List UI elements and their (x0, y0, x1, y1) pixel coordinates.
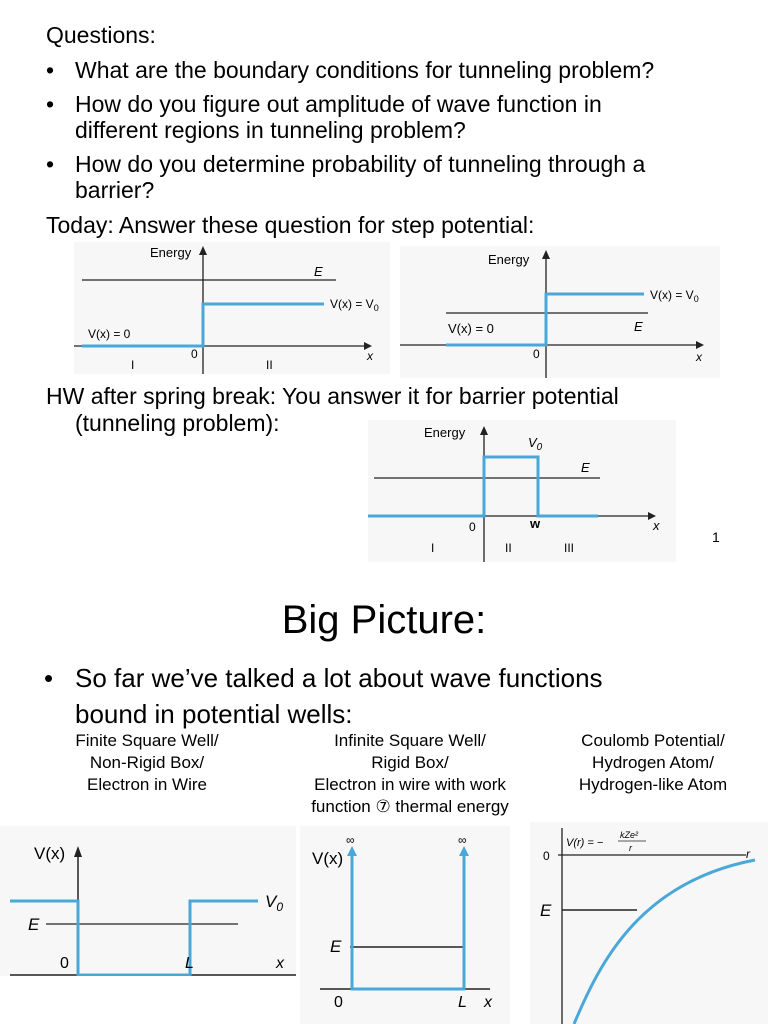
fraction-denominator: r (629, 843, 632, 853)
vzero-label: V(x) = 0 (448, 321, 494, 336)
zero-label: 0 (543, 849, 550, 863)
x-label: x (367, 349, 373, 363)
step-potential-e-above-figure (74, 242, 390, 374)
origin-label: 0 (533, 347, 540, 361)
v0-label: $V(x) = V_0$ (650, 288, 699, 304)
caption-line: Coulomb Potential/ (581, 731, 725, 750)
bullet-question-2b: different regions in tunneling problem? (75, 117, 466, 143)
caption-line: Rigid Box/ (371, 753, 449, 772)
energy-label: Energy (488, 252, 530, 267)
l-label: L (458, 994, 467, 1011)
region-1-label: I (131, 358, 135, 372)
v-label: V(x) (312, 849, 344, 868)
e-label: E (330, 937, 342, 956)
caption-line: Hydrogen-like Atom (578, 775, 728, 794)
finite-well-figure (0, 826, 296, 976)
origin-label: 0 (334, 994, 343, 1011)
barrier-potential-figure (368, 420, 676, 562)
energy-label: Energy (150, 245, 192, 260)
e-label: E (314, 264, 323, 279)
x-label: x (653, 518, 660, 533)
infinity-right: ∞ (458, 833, 467, 847)
v-label: V(r) = − (566, 837, 604, 849)
big-picture-title: Big Picture: (281, 598, 487, 642)
w-label: w (530, 516, 541, 531)
origin-label: 0 (60, 955, 69, 972)
coulomb-figure (530, 822, 768, 1024)
caption-line: function ⑦ thermal energy (311, 797, 509, 816)
step-potential-e-below-figure (400, 246, 720, 378)
v0-label: $V_0$ (265, 892, 284, 914)
caption-line: Infinite Square Well/ (334, 731, 486, 750)
bullet-question-1: What are the boundary conditions for tunneling problem? (75, 57, 655, 83)
big-bullet-line-2: bound in potential wells: (75, 699, 353, 729)
region-1-label: I (431, 541, 435, 555)
x-label: x (484, 994, 492, 1011)
infinity-left: ∞ (346, 833, 355, 847)
region-3-label: III (564, 541, 575, 555)
infinite-well-caption (290, 730, 530, 818)
caption-line: Hydrogen Atom/ (592, 753, 714, 772)
bullet-question-3a: How do you determine probability of tunneling through a (75, 151, 646, 177)
e-label: E (28, 915, 40, 934)
vzero-label: V(x) = 0 (88, 327, 131, 341)
v-label: V(x) (34, 844, 66, 863)
x-label: x (696, 350, 702, 364)
x-label: x (276, 955, 284, 972)
bullet-dot-big: • (44, 663, 54, 693)
infinite-well-figure (300, 826, 510, 1024)
bullet-dot-1: • (46, 57, 55, 83)
e-label: E (540, 901, 552, 920)
v0-label: $V_0$ (528, 435, 543, 453)
caption-line: Non-Rigid Box/ (89, 753, 205, 772)
page-number: 1 (712, 529, 720, 545)
r-label: r (746, 847, 750, 861)
coulomb-caption (555, 730, 751, 796)
e-label: E (634, 319, 643, 334)
caption-line: Electron in Wire (87, 775, 207, 794)
region-2-label: II (266, 358, 273, 372)
region-2-label: II (505, 541, 512, 555)
hw-line-1: HW after spring break: You answer it for barrier potential (46, 383, 619, 409)
questions-heading: Questions: (46, 22, 156, 48)
bullet-dot-3: • (46, 151, 55, 177)
bullet-dot-2: • (46, 91, 55, 117)
fraction-numerator: kZe² (620, 830, 638, 840)
finite-well-caption (47, 730, 247, 796)
l-label: L (185, 955, 194, 972)
energy-label: Energy (424, 425, 466, 440)
v0-label: $V(x) = V_0$ (330, 297, 379, 313)
big-bullet-line-1: So far we’ve talked a lot about wave functions (75, 663, 603, 693)
today-line: Today: Answer these question for step potential: (46, 212, 535, 238)
bullet-question-2a: How do you figure out amplitude of wave function in (75, 91, 602, 117)
e-label: E (581, 460, 590, 475)
origin-label: 0 (469, 520, 476, 534)
caption-line: Electron in wire with work (314, 775, 506, 794)
hw-line-2: (tunneling problem): (75, 410, 280, 436)
origin-label: 0 (191, 347, 198, 361)
bullet-question-3b: barrier? (75, 177, 155, 203)
caption-line: Finite Square Well/ (75, 731, 219, 750)
